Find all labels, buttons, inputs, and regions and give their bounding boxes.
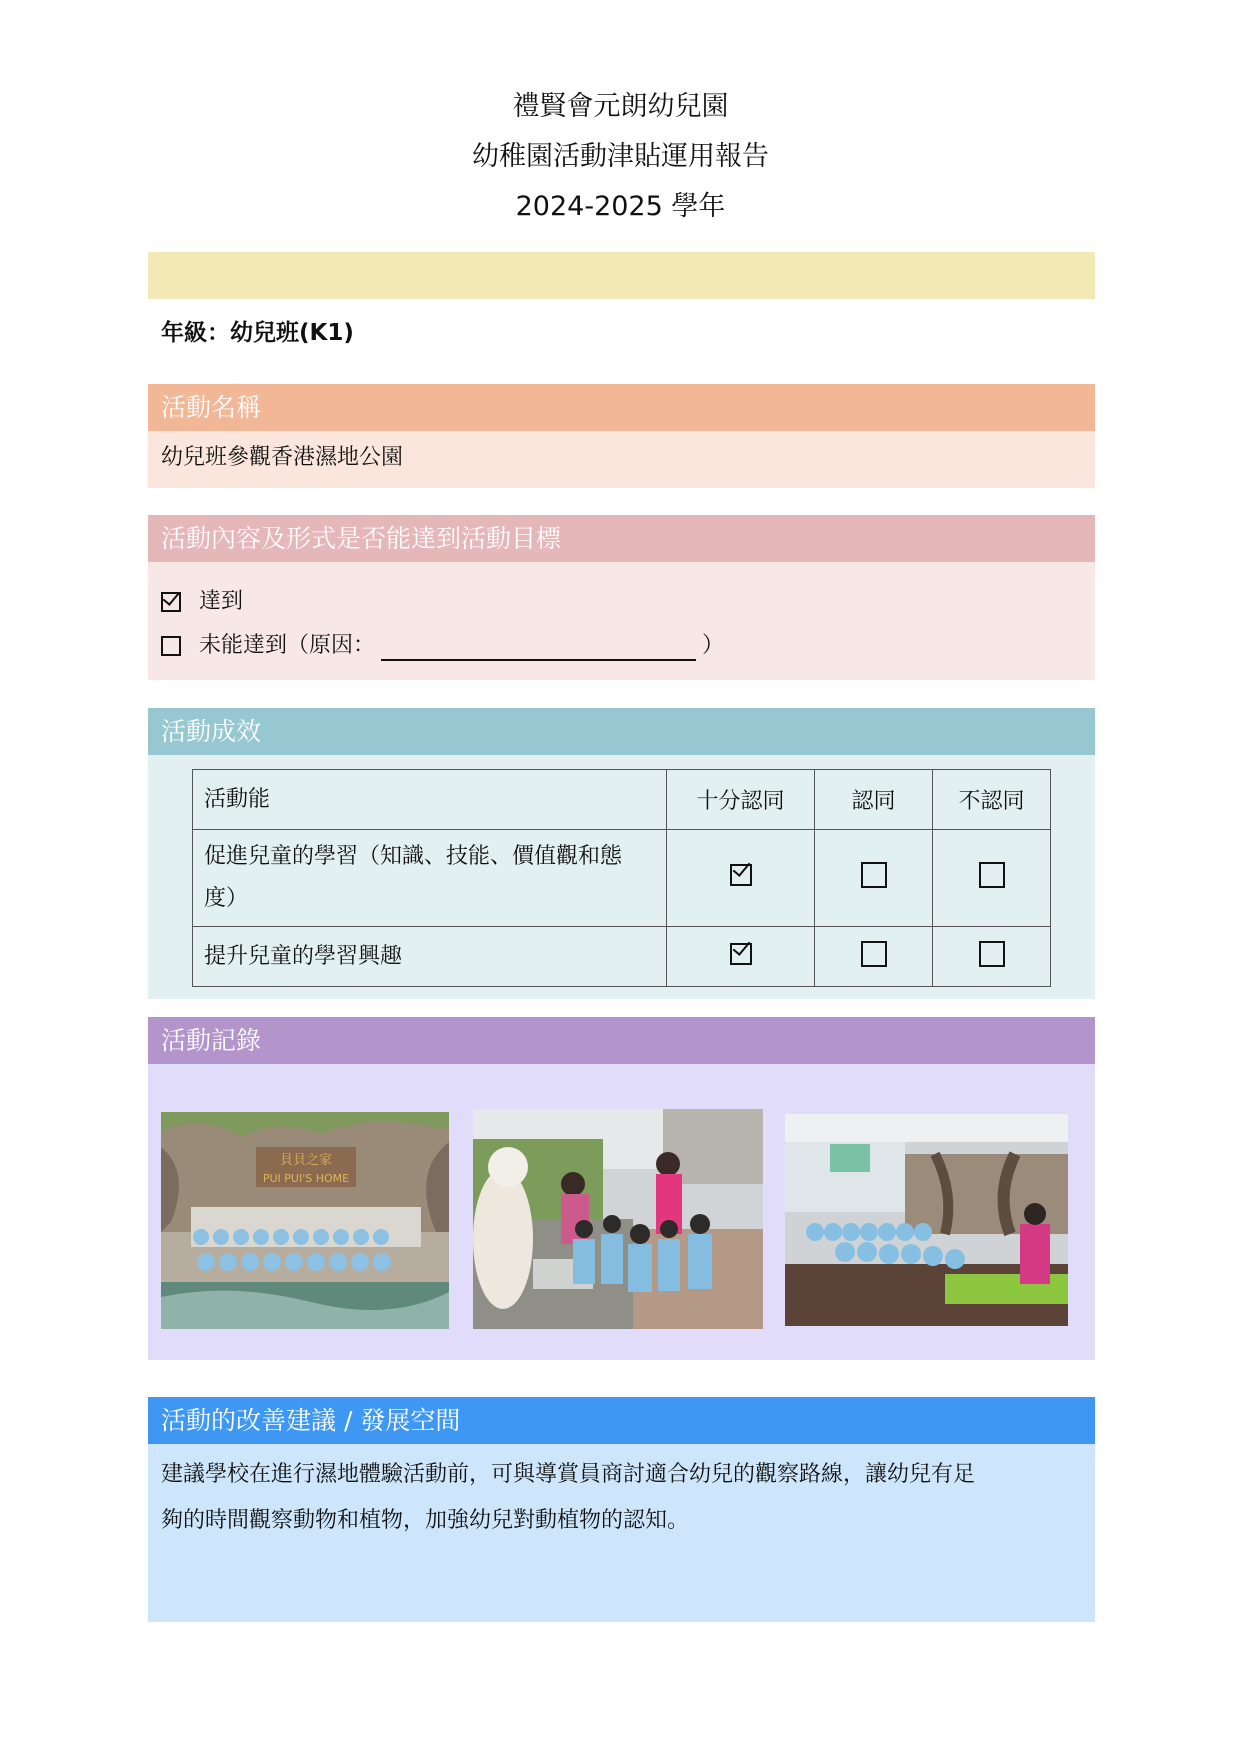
improvement-line: 建議學校在進行濕地體驗活動前，可與導賞員商討適合幼兒的觀察路線，讓幼兒有足 [161, 1462, 976, 1487]
section-heading: 活動名稱 [148, 384, 1095, 431]
empty-checkbox-icon[interactable] [979, 862, 1005, 888]
option-achieved [161, 580, 1082, 624]
photo-guide-observation [473, 1109, 763, 1329]
row-label: 提升兒童的學習興趣 [193, 927, 667, 987]
effectiveness-body [148, 755, 1095, 999]
improvement-text [148, 1444, 1095, 1622]
grade-label: 年級：幼兒班(K1) [161, 320, 354, 346]
column-header: 認同 [815, 770, 933, 830]
option-not-achieved-close: ） [702, 633, 725, 658]
empty-checkbox-icon[interactable] [161, 636, 181, 656]
goal-section [148, 515, 1095, 680]
activity-name-section [148, 384, 1095, 488]
improvement-section [148, 1397, 1095, 1622]
checked-checkbox-icon[interactable] [730, 864, 752, 886]
school-year: 2024-2025 學年 [515, 191, 726, 222]
option-not-achieved [161, 624, 1082, 668]
goal-options [148, 562, 1095, 680]
rating-cell [667, 927, 815, 987]
section-heading: 活動成效 [148, 708, 1095, 755]
photo-gallery [148, 1064, 1095, 1360]
table-header-row [193, 770, 1051, 830]
reason-blank-line [381, 631, 696, 661]
table-row [193, 927, 1051, 987]
school-name: 禮賢會元朗幼兒園 [512, 91, 729, 122]
rating-cell [933, 927, 1051, 987]
record-section [148, 1017, 1095, 1360]
effectiveness-table [192, 769, 1051, 987]
column-header: 十分認同 [667, 770, 815, 830]
table-row [193, 830, 1051, 927]
empty-checkbox-icon[interactable] [861, 941, 887, 967]
activity-name-value: 幼兒班參觀香港濕地公園 [148, 431, 1095, 488]
sign-text: 貝貝之家 [279, 1153, 333, 1168]
rating-cell [815, 927, 933, 987]
effectiveness-section [148, 708, 1095, 999]
document-header [0, 82, 1241, 232]
decorative-bar [148, 252, 1095, 299]
column-header: 不認同 [933, 770, 1051, 830]
rating-cell [815, 830, 933, 927]
section-heading: 活動記錄 [148, 1017, 1095, 1064]
section-heading: 活動的改善建議 / 發展空間 [148, 1397, 1095, 1444]
column-header: 活動能 [193, 770, 667, 830]
improvement-line: 夠的時間觀察動物和植物，加強幼兒對動植物的認知。 [161, 1508, 690, 1533]
group-photo-entrance [161, 1112, 449, 1329]
checked-checkbox-icon[interactable] [161, 592, 181, 612]
report-title: 幼稚園活動津貼運用報告 [472, 141, 769, 172]
row-label: 促進兒童的學習（知識、技能、價值觀和態度） [193, 830, 667, 927]
photo-indoor-seating [785, 1114, 1068, 1326]
checked-checkbox-icon[interactable] [730, 943, 752, 965]
section-heading: 活動內容及形式是否能達到活動目標 [148, 515, 1095, 562]
rating-cell [667, 830, 815, 927]
sign-text-en: PUI PUI'S HOME [262, 1172, 350, 1185]
empty-checkbox-icon[interactable] [861, 862, 887, 888]
option-achieved-label: 達到 [199, 589, 244, 614]
rating-cell [933, 830, 1051, 927]
empty-checkbox-icon[interactable] [979, 941, 1005, 967]
option-not-achieved-label: 未能達到（原因： [199, 633, 376, 658]
